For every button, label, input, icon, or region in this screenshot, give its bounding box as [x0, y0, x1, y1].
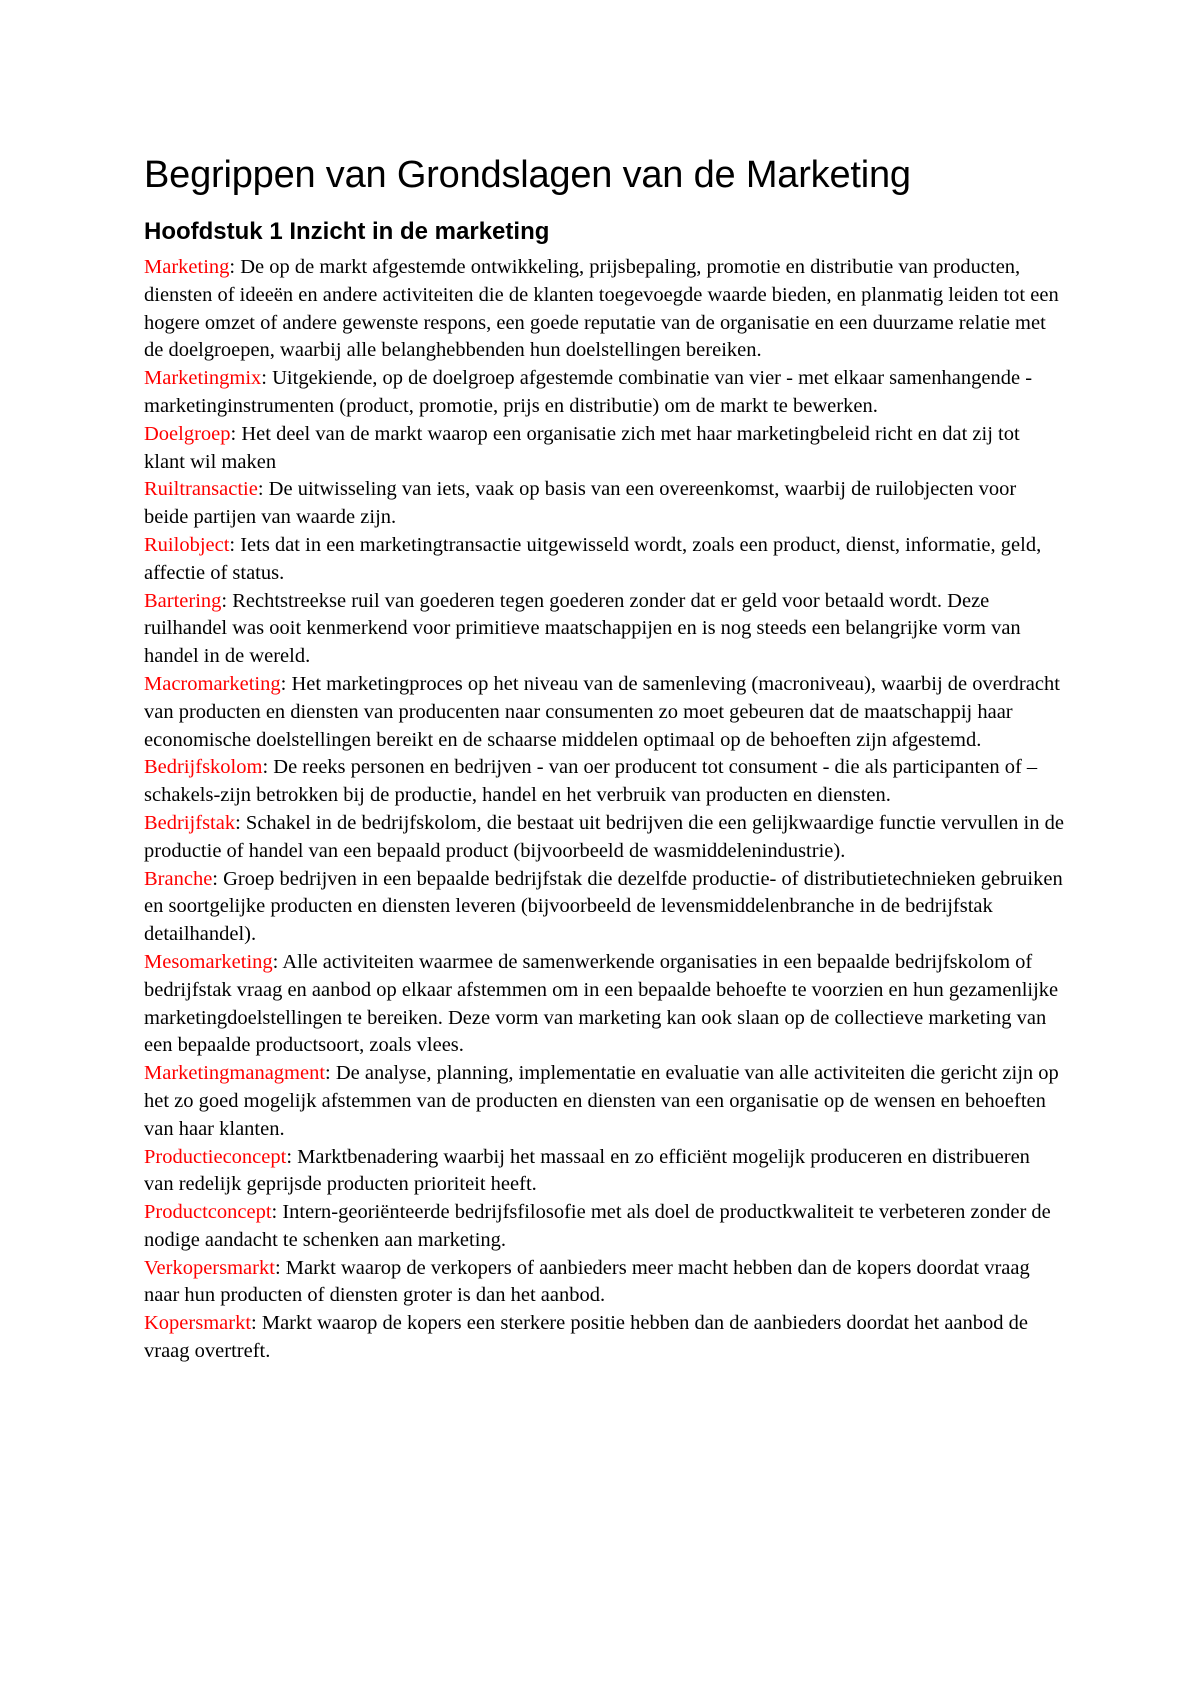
- definition-marketing: : De op de markt afgestemde ontwikkeling, prijsbepaling, promotie en distributie van producten, diensten of ideeën en andere activiteiten die de klanten toegevoegde waarde bieden, en planmatig leiden tot een hogere omzet of andere gewenste respons, een goede reputatie van de organisatie en een duurzame relatie met de doelgroepen, waarbij alle belanghebbenden hun doelstellingen bereiken.: [144, 256, 1059, 362]
- term-kopersmarkt: Kopersmarkt: [144, 1312, 252, 1335]
- term-doelgroep: Doelgroep: [144, 422, 231, 445]
- chapter-number: Hoofdstuk 1: [144, 218, 283, 245]
- term-ruiltransactie: Ruiltransactie: [144, 478, 258, 501]
- page-title: Begrippen van Grondslagen van de Marketing: [144, 154, 911, 196]
- glossary-entry-doelgroep: [144, 421, 1064, 477]
- definition-productconcept: : Intern-georiënteerde bedrijfsfilosofie met als doel de productkwaliteit te verbeteren zonder de nodige aandacht te schenken aan marketing.: [144, 1201, 1051, 1251]
- glossary-entry-macromarketing: [144, 671, 1064, 754]
- glossary-entry-bedrijfstak: [144, 810, 1064, 866]
- definition-bedrijfstak: : Schakel in de bedrijfskolom, die bestaat uit bedrijven die een gelijkwaardige functie vervullen in de productie of handel van een bepaald product (bijvoorbeeld de wasmiddelenindustrie).: [144, 811, 1064, 862]
- term-bartering: Bartering: [144, 589, 222, 612]
- definition-verkopersmarkt: : Markt waarop de verkopers of aanbieders meer macht hebben dan de kopers doordat vraag naar hun producten of diensten groter is dan het aanbod.: [144, 1256, 1030, 1307]
- definition-marketingmanagment: : De analyse, planning, implementatie en evaluatie van alle activiteiten die gericht zijn op het zo goed mogelijk afstemmen van de producten en diensten van een organisatie op de wensen en behoeften van haar klanten.: [144, 1062, 1059, 1140]
- definition-marketingmix: : Uitgekiende, op de doelgroep afgestemde combinatie van vier - met elkaar samenhangende - marketinginstrumenten (product, promotie, prijs en distributie) om de markt te bewerken.: [144, 367, 1033, 417]
- glossary-entry-productconcept: [144, 1199, 1064, 1255]
- glossary-list: [144, 254, 1064, 1366]
- definition-ruilobject: : Iets dat in een marketingtransactie uitgewisseld wordt, zoals een product, dienst, informatie, geld, affectie of status.: [144, 533, 1042, 584]
- term-macromarketing: Macromarketing: [144, 672, 281, 695]
- glossary-entry-branche: [144, 866, 1064, 949]
- term-productieconcept: Productieconcept: [144, 1145, 287, 1168]
- definition-bedrijfskolom: : De reeks personen en bedrijven - van oer producent tot consument - die als participanten of –schakels-zijn betrokken bij de productie, handel en het verbruik van producten en diensten.: [144, 756, 1038, 807]
- definition-kopersmarkt: : Markt waarop de kopers een sterkere positie hebben dan de aanbieders doordat het aanbod de vraag overtreft.: [144, 1312, 1029, 1363]
- term-bedrijfskolom: Bedrijfskolom: [144, 756, 263, 779]
- glossary-entry-ruiltransactie: [144, 476, 1064, 532]
- definition-bartering: : Rechtstreekse ruil van goederen tegen goederen zonder dat er geld voor betaald wordt. Deze ruilhandel was ooit kenmerkend voor primitieve maatschappijen en is nog steeds een belangrijke vorm van handel in de wereld.: [144, 589, 1021, 668]
- term-productconcept: Productconcept: [144, 1201, 272, 1224]
- definition-productieconcept: : Marktbenadering waarbij het massaal en zo efficiënt mogelijk produceren en distribueren van redelijk geprijsde producten prioriteit heeft.: [144, 1145, 1030, 1196]
- glossary-entry-bedrijfskolom: [144, 754, 1064, 810]
- glossary-entry-marketingmanagment: [144, 1060, 1064, 1143]
- term-ruilobject: Ruilobject: [144, 533, 230, 556]
- term-marketingmanagment: Marketingmanagment: [144, 1062, 326, 1085]
- term-marketingmix: Marketingmix: [144, 367, 262, 390]
- term-marketing: Marketing: [144, 256, 230, 278]
- glossary-entry-verkopersmarkt: [144, 1255, 1064, 1311]
- definition-ruiltransactie: : De uitwisseling van iets, vaak op basis van een overeenkomst, waarbij de ruilobjecten voor beide partijen van waarde zijn.: [144, 478, 1017, 529]
- document-content: [144, 152, 1064, 1366]
- glossary-entry-kopersmarkt: [144, 1310, 1064, 1366]
- term-bedrijfstak: Bedrijfstak: [144, 811, 236, 834]
- chapter-title: Inzicht in de marketing: [289, 218, 550, 245]
- glossary-entry-mesomarketing: [144, 949, 1064, 1060]
- chapter-heading: [144, 216, 1064, 248]
- glossary-entry-marketingmix: [144, 365, 1064, 421]
- glossary-entry-ruilobject: [144, 532, 1064, 588]
- term-branche: Branche: [144, 867, 213, 890]
- glossary-entry-bartering: [144, 588, 1064, 671]
- glossary-entry-marketing: [144, 254, 1064, 365]
- term-mesomarketing: Mesomarketing: [144, 950, 273, 973]
- definition-branche: : Groep bedrijven in een bepaalde bedrijfstak die dezelfde productie- of distributietechnieken gebruiken en soortgelijke producten en diensten leveren (bijvoorbeeld de levensmiddelenbranche in de bedrijfstak detailhandel).: [144, 867, 1063, 946]
- definition-macromarketing: : Het marketingproces op het niveau van de samenleving (macroniveau), waarbij de overdracht van producten en diensten van producenten naar consumenten zo moet gebeuren dat de maatschappij haar economische doelstellingen bereikt en de schaarse middelen optimaal op de behoeften zijn afgestemd.: [144, 672, 1060, 751]
- definition-mesomarketing: : Alle activiteiten waarmee de samenwerkende organisaties in een bepaalde bedrijfskolom of bedrijfstak vraag en aanbod op elkaar afstemmen om in een bepaalde behoefte te voorzien en hun gezamenlijke marketingdoelstellingen te bereiken. Deze vorm van marketing kan ook slaan op de collectieve marketing van een bepaalde productsoort, zoals vlees.: [144, 950, 1059, 1057]
- glossary-entry-productieconcept: [144, 1144, 1064, 1200]
- definition-doelgroep: : Het deel van de markt waarop een organisatie zich met haar marketingbeleid richt en dat zij tot klant wil maken: [144, 422, 1020, 473]
- term-verkopersmarkt: Verkopersmarkt: [144, 1256, 275, 1279]
